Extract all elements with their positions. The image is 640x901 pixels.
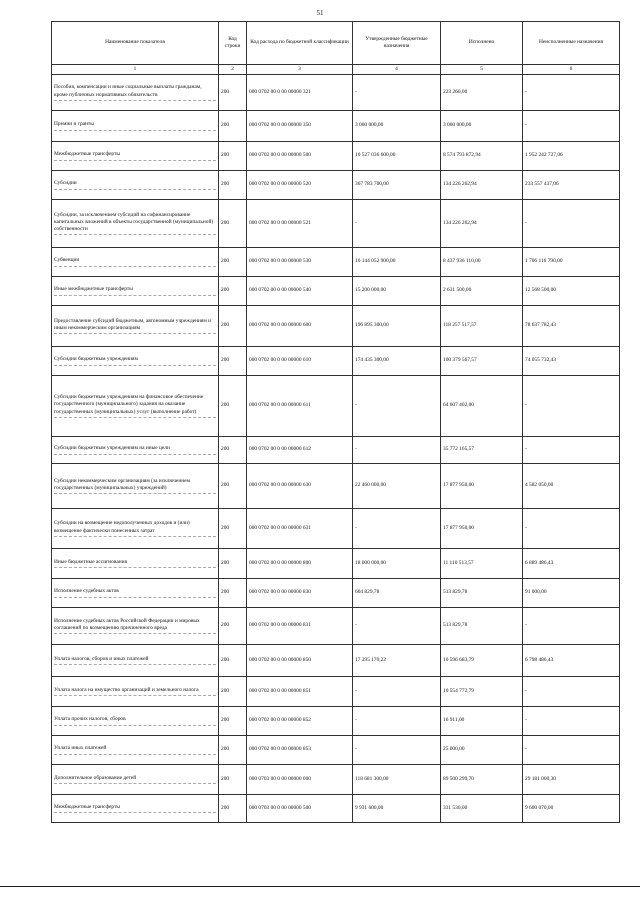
row-class-code: 000 0702 00 0 00 00000 612 [247, 437, 353, 464]
row-name: Уплата налогов, сборов и иных платежей [54, 656, 216, 665]
table-row [52, 795, 620, 823]
row-line-code: 200 [219, 765, 247, 795]
row-name: Премии и гранты [54, 121, 216, 130]
row-name: Субсидии бюджетным учреждениям на иные цели [54, 445, 216, 454]
table-row [52, 437, 620, 464]
header-approved: Утвержденные бюджетные назначения [353, 22, 441, 65]
row-name: Субсидии на возмещение недополученных доходов и (или) возмещение фактически понесенных затрат [54, 520, 216, 536]
row-approved: 118 681 300,00 [353, 765, 441, 795]
row-line-code: 200 [219, 200, 247, 248]
table-row [52, 707, 620, 736]
row-line-code: 200 [219, 707, 247, 736]
row-name: Уплата иных платежей [54, 745, 216, 754]
row-class-code: 000 0703 00 0 00 00000 000 [247, 765, 353, 795]
row-class-code: 000 0702 00 0 00 00000 853 [247, 736, 353, 765]
row-approved: 10 144 052 900,00 [353, 248, 441, 277]
row-line-code: 200 [219, 645, 247, 677]
row-approved: - [353, 376, 441, 437]
header-executed: Исполнено [441, 22, 523, 65]
row-name: Субсидии [54, 180, 216, 189]
row-name-cell [52, 645, 219, 677]
row-executed: 11 110 513,57 [441, 549, 523, 579]
row-unexecuted: - [523, 111, 620, 142]
table-row [52, 549, 620, 579]
row-unexecuted: 233 557 437,06 [523, 171, 620, 200]
row-name: Пособия, компенсации и иные социальные выплаты гражданам, кроме публичных нормативных обязательств [54, 84, 216, 100]
row-executed: 3 000 000,00 [441, 111, 523, 142]
budget-execution-table [51, 21, 620, 823]
row-name: Исполнение судебных актов Российской Федерации и мировых соглашений по возмещению причиненного вреда [54, 618, 216, 634]
row-line-code: 200 [219, 75, 247, 111]
row-approved: 18 000 000,00 [353, 549, 441, 579]
row-unexecuted: 91 000,00 [523, 579, 620, 608]
table-header-row [52, 22, 620, 65]
row-line-code: 200 [219, 142, 247, 171]
row-approved: 3 000 000,00 [353, 111, 441, 142]
row-executed: 118 257 517,57 [441, 306, 523, 347]
row-unexecuted: - [523, 376, 620, 437]
row-class-code: 000 0702 00 0 00 00000 521 [247, 200, 353, 248]
table-row [52, 645, 620, 677]
row-approved: - [353, 608, 441, 645]
row-name-cell [52, 306, 219, 347]
row-executed: 35 772 165,57 [441, 437, 523, 464]
row-line-code: 200 [219, 608, 247, 645]
row-line-code: 200 [219, 736, 247, 765]
row-line-code: 200 [219, 277, 247, 306]
row-name-cell [52, 347, 219, 376]
row-executed: 134 226 262,94 [441, 171, 523, 200]
row-executed: 25 000,00 [441, 736, 523, 765]
table-row [52, 464, 620, 509]
row-name: Межбюджетные трансферты [54, 804, 216, 813]
row-class-code: 000 0702 00 0 00 00000 831 [247, 608, 353, 645]
row-unexecuted: 1 706 116 790,00 [523, 248, 620, 277]
column-number: 2 [219, 65, 247, 75]
row-name-cell [52, 608, 219, 645]
row-unexecuted: - [523, 75, 620, 111]
row-line-code: 200 [219, 795, 247, 823]
row-name-cell [52, 376, 219, 437]
row-approved: 10 527 036 600,00 [353, 142, 441, 171]
table-row [52, 171, 620, 200]
row-executed: 17 877 950,00 [441, 464, 523, 509]
column-number: 3 [247, 65, 353, 75]
row-executed: 64 607 402,00 [441, 376, 523, 437]
row-approved: - [353, 509, 441, 549]
row-executed: 8 574 793 872,94 [441, 142, 523, 171]
row-class-code: 000 0702 00 0 00 00000 321 [247, 75, 353, 111]
row-executed: 89 500 299,70 [441, 765, 523, 795]
table-row [52, 111, 620, 142]
header-unexecuted: Неисполненные назначения [523, 22, 620, 65]
row-line-code: 200 [219, 464, 247, 509]
row-name-cell [52, 736, 219, 765]
row-name-cell [52, 171, 219, 200]
row-approved: 196 895 300,00 [353, 306, 441, 347]
table-row [52, 277, 620, 306]
row-unexecuted: 6 889 486,43 [523, 549, 620, 579]
row-line-code: 200 [219, 376, 247, 437]
row-line-code: 200 [219, 509, 247, 549]
row-class-code: 000 0703 00 0 00 00000 500 [247, 795, 353, 823]
row-unexecuted: 6 798 486,43 [523, 645, 620, 677]
row-name: Межбюджетные трансферты [54, 151, 216, 160]
row-approved: - [353, 707, 441, 736]
table-row [52, 608, 620, 645]
row-name: Субсидии бюджетным учреждениям [54, 356, 216, 365]
row-executed: 16 911,00 [441, 707, 523, 736]
row-class-code: 000 0702 00 0 00 00000 631 [247, 509, 353, 549]
row-approved: 604 829,78 [353, 579, 441, 608]
header-class-code: Код расхода по бюджетной классификации [247, 22, 353, 65]
row-class-code: 000 0702 00 0 00 00000 610 [247, 347, 353, 376]
row-executed: 100 379 567,57 [441, 347, 523, 376]
table-row [52, 509, 620, 549]
row-executed: 10 596 683,79 [441, 645, 523, 677]
row-name-cell [52, 795, 219, 823]
table-row [52, 248, 620, 277]
row-unexecuted: - [523, 736, 620, 765]
table-row [52, 579, 620, 608]
row-name: Иные межбюджетные трансферты [54, 286, 216, 295]
page-number: 51 [316, 9, 324, 17]
row-name: Субсидии бюджетным учреждениям на финансовое обеспечение государственного (муниципального) задания на оказание государственных (муниципальных) услуг (выполнение работ) [54, 394, 216, 417]
row-name: Субсидии, за исключением субсидий на софинансирование капитальных вложений в объекты государственной (муниципальной) собственности [54, 212, 216, 235]
column-number: 5 [441, 65, 523, 75]
table-row [52, 75, 620, 111]
row-executed: 17 877 950,00 [441, 509, 523, 549]
row-name: Субвенции [54, 257, 216, 266]
row-name-cell [52, 248, 219, 277]
table-row [52, 200, 620, 248]
table-row [52, 736, 620, 765]
row-approved: - [353, 677, 441, 707]
row-unexecuted: - [523, 608, 620, 645]
row-approved: 9 931 600,00 [353, 795, 441, 823]
row-name: Уплата прочих налогов, сборов [54, 716, 216, 725]
row-approved: 17 395 170,22 [353, 645, 441, 677]
row-name: Предоставление субсидий бюджетным, автономным учреждениям и иным некоммерческим организациям [54, 318, 216, 334]
row-unexecuted: 12 568 500,00 [523, 277, 620, 306]
row-name: Уплата налога на имущество организаций и земельного налога [54, 687, 216, 696]
row-name-cell [52, 549, 219, 579]
row-approved: 22 460 000,00 [353, 464, 441, 509]
row-approved: - [353, 200, 441, 248]
row-approved: 15 200 000,00 [353, 277, 441, 306]
row-executed: 331 530,00 [441, 795, 523, 823]
row-executed: 10 554 772,79 [441, 677, 523, 707]
header-name: Наименование показателя [52, 22, 219, 65]
row-line-code: 200 [219, 248, 247, 277]
row-approved: 367 783 700,00 [353, 171, 441, 200]
row-class-code: 000 0702 00 0 00 00000 630 [247, 464, 353, 509]
row-name-cell [52, 765, 219, 795]
footer-rule [0, 886, 640, 887]
row-name-cell [52, 509, 219, 549]
row-unexecuted: - [523, 509, 620, 549]
row-name-cell [52, 200, 219, 248]
column-number: 6 [523, 65, 620, 75]
row-executed: 2 631 500,00 [441, 277, 523, 306]
table-row [52, 376, 620, 437]
row-line-code: 200 [219, 579, 247, 608]
row-unexecuted: 74 055 732,43 [523, 347, 620, 376]
row-class-code: 000 0702 00 0 00 00000 350 [247, 111, 353, 142]
column-number: 4 [353, 65, 441, 75]
row-class-code: 000 0702 00 0 00 00000 850 [247, 645, 353, 677]
row-name-cell [52, 579, 219, 608]
row-class-code: 000 0702 00 0 00 00000 520 [247, 171, 353, 200]
row-name-cell [52, 464, 219, 509]
row-name: Дополнительное образование детей [54, 775, 216, 784]
row-name-cell [52, 142, 219, 171]
row-unexecuted: 78 637 782,43 [523, 306, 620, 347]
row-class-code: 000 0702 00 0 00 00000 540 [247, 277, 353, 306]
row-executed: 8 437 936 110,00 [441, 248, 523, 277]
row-line-code: 200 [219, 171, 247, 200]
table-row [52, 677, 620, 707]
row-name-cell [52, 437, 219, 464]
table-row [52, 347, 620, 376]
row-line-code: 200 [219, 306, 247, 347]
column-number-row [52, 65, 620, 75]
row-class-code: 000 0702 00 0 00 00000 852 [247, 707, 353, 736]
row-unexecuted: - [523, 200, 620, 248]
row-executed: 513 829,78 [441, 608, 523, 645]
row-name-cell [52, 277, 219, 306]
column-number: 1 [52, 65, 219, 75]
row-class-code: 000 0702 00 0 00 00000 500 [247, 142, 353, 171]
row-line-code: 200 [219, 111, 247, 142]
row-approved: 174 435 300,00 [353, 347, 441, 376]
row-line-code: 200 [219, 347, 247, 376]
row-approved: - [353, 437, 441, 464]
table-row [52, 306, 620, 347]
row-line-code: 200 [219, 549, 247, 579]
row-class-code: 000 0702 00 0 00 00000 600 [247, 306, 353, 347]
row-name-cell [52, 75, 219, 111]
row-unexecuted: 1 952 242 727,06 [523, 142, 620, 171]
row-line-code: 200 [219, 437, 247, 464]
row-name: Субсидии некоммерческим организациям (за исключением государственных (муниципальных) учреждений) [54, 478, 216, 494]
row-class-code: 000 0702 00 0 00 00000 830 [247, 579, 353, 608]
row-executed: 513 829,78 [441, 579, 523, 608]
row-line-code: 200 [219, 677, 247, 707]
row-class-code: 000 0702 00 0 00 00000 611 [247, 376, 353, 437]
row-approved: - [353, 736, 441, 765]
row-unexecuted: 4 582 050,00 [523, 464, 620, 509]
row-name-cell [52, 707, 219, 736]
header-line-code: Код строки [219, 22, 247, 65]
row-unexecuted: 29 181 000,30 [523, 765, 620, 795]
row-class-code: 000 0702 00 0 00 00000 800 [247, 549, 353, 579]
row-name-cell [52, 677, 219, 707]
row-name: Иные бюджетные ассигнования [54, 559, 216, 568]
row-unexecuted: 9 600 070,00 [523, 795, 620, 823]
row-executed: 134 226 262,94 [441, 200, 523, 248]
row-class-code: 000 0702 00 0 00 00000 530 [247, 248, 353, 277]
table-row [52, 142, 620, 171]
row-unexecuted: - [523, 437, 620, 464]
row-name: Исполнение судебных актов [54, 588, 216, 597]
row-unexecuted: - [523, 677, 620, 707]
row-name-cell [52, 111, 219, 142]
row-class-code: 000 0702 00 0 00 00000 851 [247, 677, 353, 707]
row-executed: 223 260,00 [441, 75, 523, 111]
row-unexecuted: - [523, 707, 620, 736]
row-approved: - [353, 75, 441, 111]
table-row [52, 765, 620, 795]
